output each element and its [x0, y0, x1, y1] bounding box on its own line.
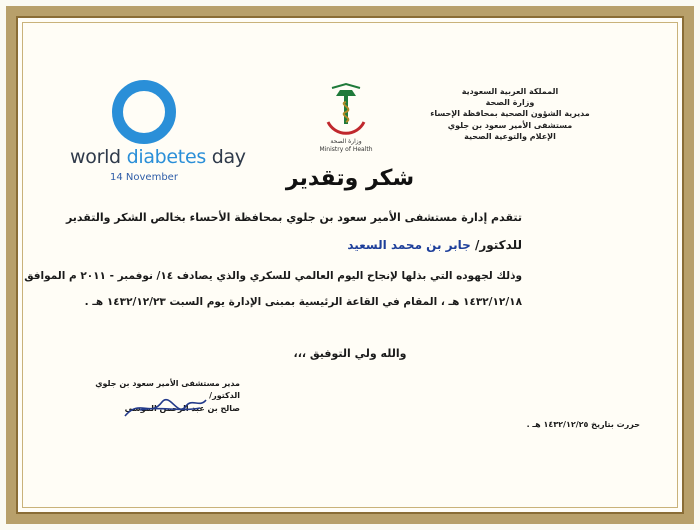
wdd-logo-date: 14 November [110, 172, 178, 183]
signatory-title: الدكتور/ [209, 391, 240, 401]
closing-phrase: والله ولي التوفيق ،،، [293, 347, 407, 360]
certificate-title: شكر وتقدير [285, 166, 415, 191]
ministry-logo-caption [316, 138, 376, 154]
letterhead-line: وزارة الصحة [485, 98, 535, 108]
body-line-2 [42, 238, 522, 252]
letterhead-line: المملكة العربية السعودية [461, 87, 559, 96]
recipient-prefix: للدكتور/ [474, 238, 522, 252]
signatory-name: صالح بن عبد الرحمن الموسى [124, 403, 240, 413]
ministry-of-health-emblem-icon [318, 82, 374, 144]
recipient-name: جابر بن محمد السعيد [347, 238, 471, 252]
body-line-3: وذلك لجهوده التي بذلها لإنجاح اليوم العالمي للسكري والذي يصادف ١٤/ نوفمبر - ٢٠١١ م الموافق [24, 270, 522, 282]
letterhead [430, 86, 590, 142]
blue-circle-logo-icon [112, 80, 176, 144]
signatory-role: مدير مستشفى الأمير سعود بن جلوي [95, 379, 240, 388]
letterhead-line: مستشفى الأمير سعود بن جلوي [447, 120, 573, 130]
wdd-word-diabetes: diabetes [126, 146, 206, 168]
body-line-4: ١٤٣٢/١٢/١٨ هـ ، المقام في القاعة الرئيسية بمبنى الإدارة يوم السبت ١٤٣٢/١٢/٢٣ هـ . [84, 296, 522, 308]
letterhead-line: الإعلام والتوعية الصحية [464, 131, 556, 141]
ministry-caption-en: Ministry of Health [319, 145, 373, 153]
wdd-word-world: world [70, 146, 121, 168]
body-line-1: تتقدم إدارة مستشفى الأمير سعود بن جلوي بمحافظة الأحساء بخالص الشكر والتقدير [65, 211, 522, 224]
wdd-word-day: day [211, 146, 246, 168]
issue-date: حررت بتاريخ ١٤٣٢/١٢/٢٥ هـ . [526, 420, 640, 429]
letterhead-line: مديرية الشؤون الصحية بمحافظة الإحساء [430, 109, 590, 119]
ministry-caption-ar: وزارة الصحة [330, 138, 362, 145]
handwritten-signature-icon [120, 388, 210, 424]
wdd-logo-text [70, 146, 246, 168]
